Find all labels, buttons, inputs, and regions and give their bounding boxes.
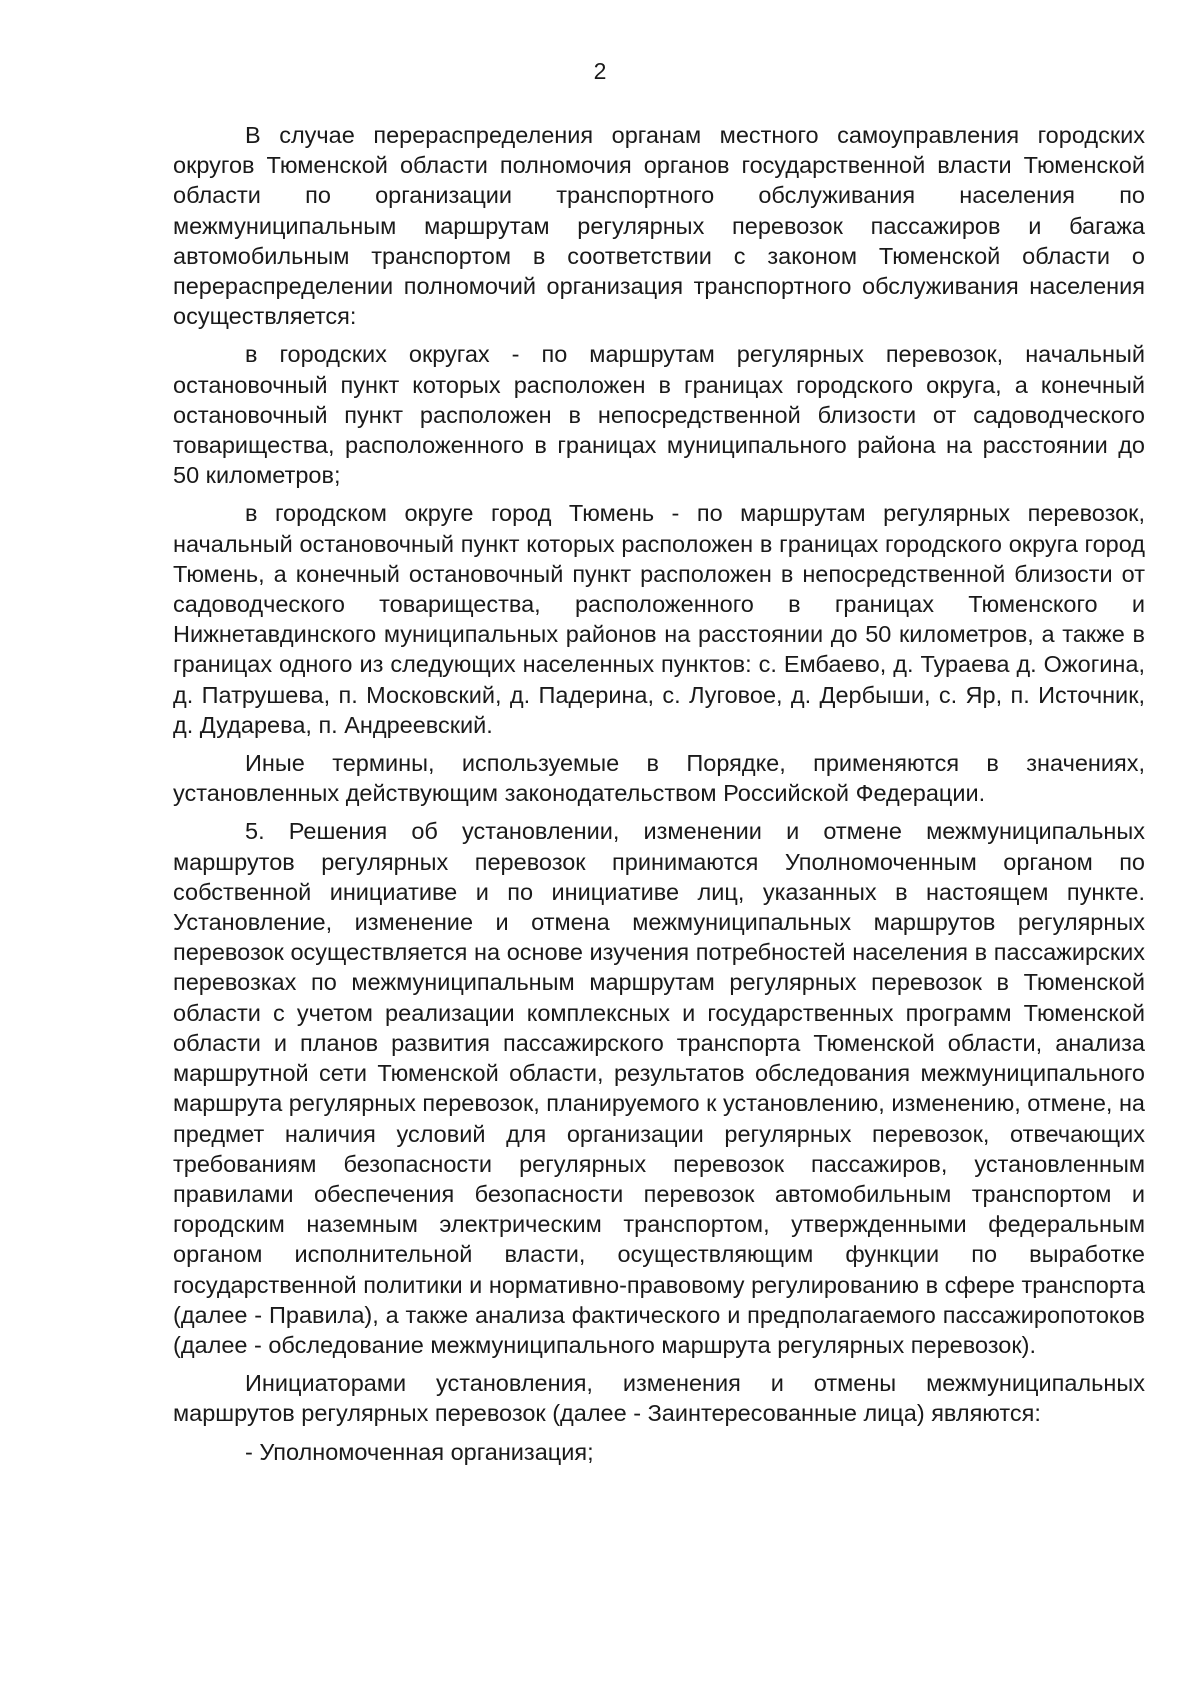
document-body	[173, 120, 1145, 1475]
paragraph-tyumen-district: в городском округе город Тюмень - по маршрутам регулярных перевозок, начальный остановочный пункт которых расположен в границах городского округа город Тюмень, а конечный остановочный пункт расположен в непосредственной близости от садоводческого товарищества, расположенного в границах Тюменского и Нижнетавдинского муниципальных районов на расстоянии до 50 километров, а также в границах одного из следующих населенных пунктов: с. Ембаево, д. Тураева д. Ожогина, д. Патрушева, п. Московский, д. Падерина, с. Луговое, д. Дербыши, с. Яр, п. Источник, д. Дударева, п. Андреевский.	[173, 500, 1145, 738]
page-number: 2	[593, 58, 607, 84]
paragraph-city-districts: в городских округах - по маршрутам регулярных перевозок, начальный остановочный пункт которых расположен в границах городского округа, а конечный остановочный пункт расположен в непосредственной близости от садоводческого товарищества, расположенного в границах муниципального района на расстоянии до 50 километров;	[173, 341, 1145, 489]
paragraph-other-terms: Иные термины, используемые в Порядке, применяются в значениях, установленных действующим законодательством Российской Федерации.	[173, 750, 1145, 807]
list-item-authorized-organization: - Уполномоченная организация;	[245, 1438, 594, 1465]
paragraph-initiators: Инициаторами установления, изменения и отмены межмуниципальных маршрутов регулярных перевозок (далее - Заинтересованные лица) являются:	[173, 1370, 1145, 1427]
paragraph-redistribution: В случае перераспределения органам местного самоуправления городских округов Тюменской области полномочия органов государственной власти Тюменской области по организации транспортного обслуживания населения по межмуниципальным маршрутам регулярных перевозок пассажиров и багажа автомобильным транспортом в соответствии с законом Тюменской области о перераспределении полномочий организация транспортного обслуживания населения осуществляется:	[173, 122, 1145, 330]
paragraph-point-5: 5. Решения об установлении, изменении и отмене межмуниципальных маршрутов регулярных перевозок принимаются Уполномоченным органом по собственной инициативе и по инициативе лиц, указанных в настоящем пункте. Установление, изменение и отмена межмуниципальных маршрутов регулярных перевозок осуществляется на основе изучения потребностей населения в пассажирских перевозках по межмуниципальным маршрутам регулярных перевозок в Тюменской области с учетом реализации комплексных и государственных программ Тюменской области и планов развития пассажирского транспорта Тюменской области, анализа маршрутной сети Тюменской области, результатов обследования межмуниципального маршрута регулярных перевозок, планируемого к установлению, изменению, отмене, на предмет наличия условий для организации регулярных перевозок, отвечающих требованиям безопасности регулярных перевозок пассажиров, установленным правилами обеспечения безопасности перевозок автомобильным транспортом и городским наземным электрическим транспортом, утвержденными федеральным органом исполнительной власти, осуществляющим функции по выработке государственной политики и нормативно-правовому регулированию в сфере транспорта (далее - Правила), а также анализа фактического и предполагаемого пассажиропотоков (далее - обследование межмуниципального маршрута регулярных перевозок).	[173, 818, 1145, 1358]
